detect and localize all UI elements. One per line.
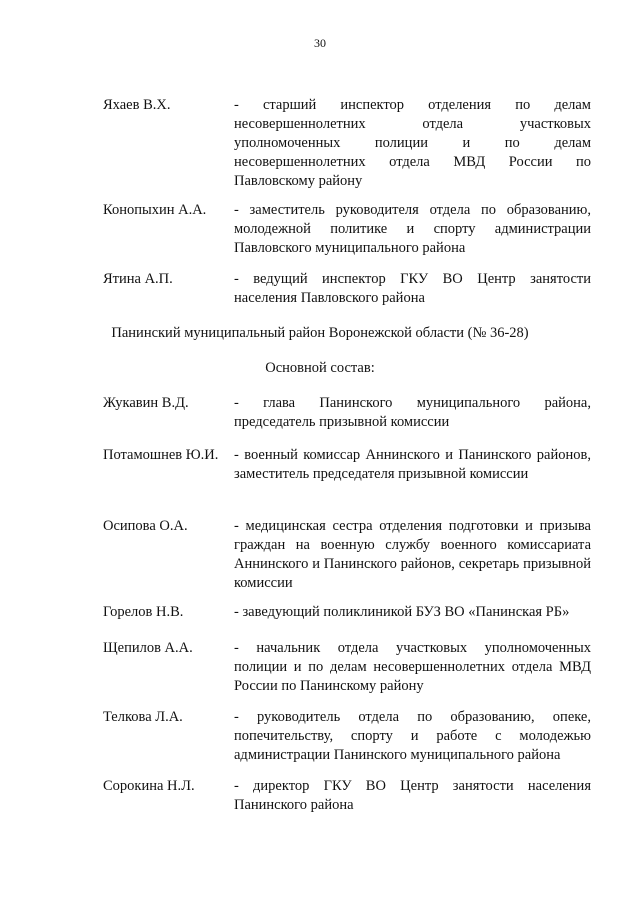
- member-role: - руководитель отдела по образованию, опеке, попечительству, спорту и работе с молодежью администрации Панинского муниципального района: [234, 709, 591, 763]
- composition-subheading: Основной состав:: [265, 360, 375, 376]
- member-role: - глава Панинского муниципального района, председатель призывной комиссии: [234, 395, 591, 430]
- member-name: Конопыхин А.А.: [103, 202, 207, 218]
- district-heading: Панинский муниципальный район Воронежской области (№ 36-28): [111, 325, 529, 341]
- member-role: - медицинская сестра отделения подготовки и призыва граждан на военную службу военного комиссариата Аннинского и Панинского районов, секретарь призывной комиссии: [234, 518, 591, 591]
- member-name: Телкова Л.А.: [103, 709, 183, 725]
- member-role: - директор ГКУ ВО Центр занятости населения Панинского района: [234, 778, 591, 813]
- member-name: Щепилов А.А.: [103, 640, 193, 656]
- member-name: Осипова О.А.: [103, 518, 188, 534]
- member-name: Горелов Н.В.: [103, 604, 184, 620]
- member-role: - заместитель руководителя отдела по образованию, молодежной политике и спорту администрации Павловского муниципального района: [234, 202, 591, 256]
- member-role: - военный комиссар Аннинского и Панинского районов, заместитель председателя призывной комиссии: [234, 447, 591, 482]
- page-number: 30: [314, 36, 326, 50]
- member-role: - заведующий поликлиникой БУЗ ВО «Панинская РБ»: [234, 604, 570, 620]
- member-name: Потамошнев Ю.И.: [103, 447, 219, 463]
- member-role: - начальник отдела участковых уполномоченных полиции и по делам несовершеннолетних отдела МВД России по Панинскому району: [234, 640, 591, 694]
- member-role: - старший инспектор отделения по делам несовершеннолетних отдела участковых уполномоченных полиции и по делам несовершеннолетних отдела МВД России по Павловскому району: [234, 97, 591, 189]
- member-name: Ятина А.П.: [103, 271, 173, 287]
- member-name: Сорокина Н.Л.: [103, 778, 195, 794]
- member-role: - ведущий инспектор ГКУ ВО Центр занятости населения Павловского района: [234, 271, 591, 306]
- member-name: Яхаев В.Х.: [103, 97, 171, 113]
- member-name: Жукавин В.Д.: [103, 395, 189, 411]
